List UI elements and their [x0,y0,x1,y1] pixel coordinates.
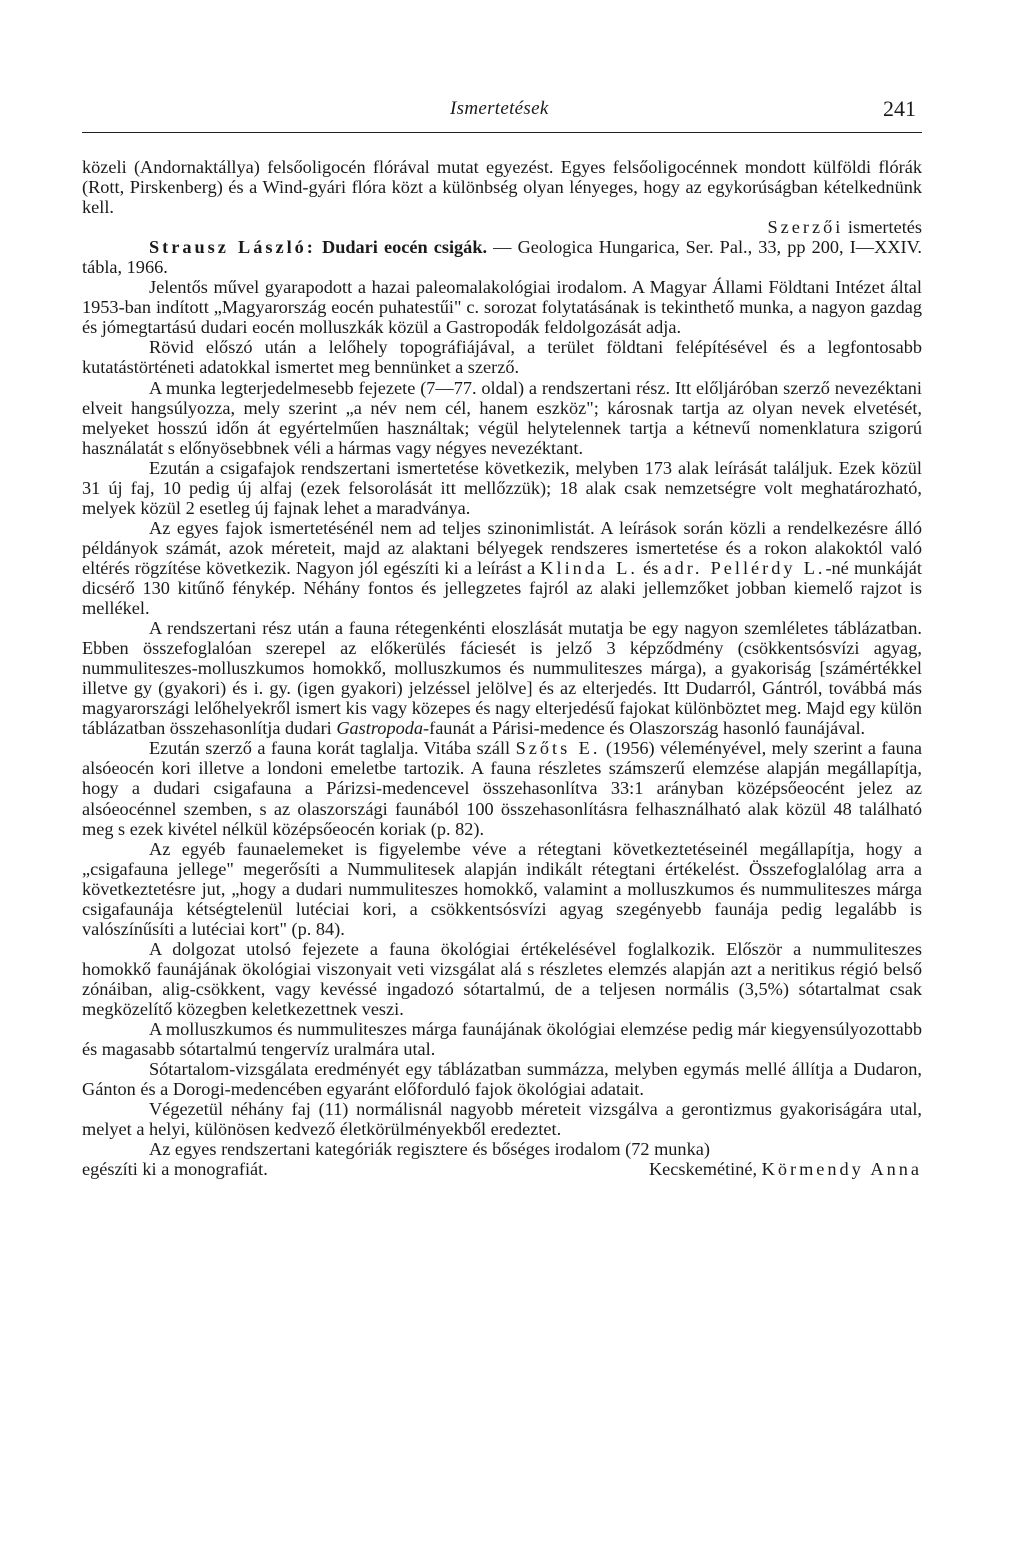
page-body [82,157,922,1179]
page-header [82,96,922,136]
signature-spaced: Szerzői [767,217,844,238]
review-paragraph [82,738,922,838]
review-paragraph: Végezetül néhány faj (11) normálisnál nagyobb méreteit vizsgálva a gerontizmus gyakoriságára utal, melyet a helyi, különösen kedvező életkörülményekből eredeztet. [82,1099,922,1140]
review-citation: — Geologica Hungarica, Ser. Pal., 33, pp 200, I—XXIV. tábla, 1966. [82,237,922,278]
review-closing-line [82,1159,922,1179]
review-paragraph: Rövid előszó után a lelőhely topográfiájával, a terület földtani felépítésével és a legfontosabb kutatástörténeti adatokkal ismertet meg bennünket a szerző. [82,337,922,378]
text-run: Az egyes fajok ismertetésénél nem ad teljes szinonimlistát. A leírások során közli a rendelkezésre álló példányok számát, azok méreteit, majd az alaktani bélyegek rendszeres ismertetése és a rokon alakoktól való eltérés rögzítése következik. Nagyon jól egészíti ki a leírást a [82,517,922,578]
review-paragraph [82,618,922,738]
page-number: 241 [883,96,916,121]
reviewer-name: Körmendy Anna [761,1159,922,1180]
review-paragraph: A dolgozat utolsó fejezete a fauna ökológiai értékelésével foglalkozik. Először a nummuliteszes homokkő faunájának ökológiai viszonyait veti vizsgálat alá s részletes elemzés alapján azt a neritikus régió belső zónáiban, alig-csökkent, vagy kevéssé ingadozó sótartalmú, de a teljesen normális (3,5%) sótartalmat csak megközelítő közegben keletkezettnek veszi. [82,938,922,1019]
text-run: -faunát a Párisi-medence és Olaszország hasonló faunájával. [423,718,866,739]
person-name: adr. Pellérdy L. [663,557,826,578]
review-last-paragraph: Az egyes rendszertani kategóriák regisztere és bőséges irodalom (72 munka) [149,1139,710,1160]
text-run: Ezután szerző a fauna korát taglalja. Vitába száll [149,738,516,759]
running-title: Ismertetések [450,98,549,119]
person-name: Szőts E. [515,738,601,759]
review-paragraph: Jelentős művel gyarapodott a hazai paleomalakológiai irodalom. A Magyar Állami Földtani Intézet által 1953-ban indított „Magyarország eocén puhatestűi" c. sorozat folytatásának is tekinthető munka, a nagyon gazdag és jómegtartású dudari eocén molluszkák közül a Gastropodák feldolgozását adja. [82,277,922,338]
continuation-paragraph: közeli (Andornaktállya) felsőoligocén flórával mutat egyezést. Egyes felsőoligocénnek mondott külföldi flórák (Rott, Pirskenberg) és a Wind-gyári flóra közt a különbség olyan lényeges, hogy az egykorúságban kételkednünk kell. [82,157,922,218]
closing-text: egészíti ki a monografiát. [82,1159,268,1180]
review-title: Dudari eocén csigák. [315,237,488,258]
review-paragraph: Az egyéb faunaelemeket is figyelembe véve a rétegtani következtetéseinél megállapítja, hogy a „csigafauna jellege" megerősíti a Nummulitesek alapján indikált rétegtani értékelést. Összefoglalólag arra a következtetésre jut, „hogy a dudari nummuliteszes homokkő, valamint a molluszkumos és nummuliteszes márga csigafaunája kétségtelenül lutéciai kori, a csökkentsósvízi agyag szegényebb faunája pedig legalább is valószínűsíti a lutéciai kort" (p. 84). [82,838,922,939]
review-entry-heading [82,237,922,277]
review-paragraph: Ezután a csigafajok rendszertani ismertetése következik, melyben 173 alak leírását találjuk. Ezek közül 31 új faj, 10 pedig új alfaj (ezek felsorolását itt mellőzzük); 18 alak csak nemzetségre volt meghatározható, melyek közül 2 esetleg új fajnak lehet a maradványa. [82,457,922,518]
text-run: és [637,557,664,578]
text-run: (1956) véleményével, mely szerint a fauna alsóeocén kori illetve a londoni emeletbe tartozik. A fauna részletes számszerű elemzése alapján megállapítja, hogy a dudari csigafauna a Párizsi-medencevel összehasonlítva 33:1 arányban középsőeocént jelez az alsóeocénnel szemben, s az olaszországi faunából 100 összehasonlításra felhasználható alak közül 48 található meg s ezek kivétel nélkül középsőeocén koriak (p. 82). [82,738,922,839]
reviewer-signature [649,1159,922,1179]
review-author: Strausz László: [149,237,316,258]
signature-rest: ismertetés [843,217,922,238]
review-paragraph [82,518,922,618]
text-run: A rendszertani rész után a fauna rétegenkénti eloszlását mutatja be egy nagyon szemléletes táblázatban. Ebben összefoglalóan szerepel az előkerülés fáciesét is jelző 3 képződmény (csökkentsósvízi agyag, nummuliteszes-molluszkumos homokkő, molluszkumos és nummuliteszes márga), a gyakoriság [számértékkel illetve gy (gyakori) és i. gy. (igen gyakori) jelzéssel jelölve] és az elterjedés. Itt Dudarról, Gántról, továbbá más magyarországi lelőhelyekről ismert kis vagy közepes és nagy elterjedésű fajokat különböztet meg. Majd egy külön táblázatban összehasonlítja dudari [82,618,922,739]
taxon-italic: Gastropoda [336,718,424,739]
review-paragraph: Sótartalom-vizsgálata eredményét egy táblázatban summázza, melyben egymás mellé állítja a Dudaron, Gánton és a Dorogi-medencében egyaránt előforduló fajok ökológiai adatait. [82,1059,922,1100]
continuation-signature [82,217,922,237]
reviewer-prefix: Kecskemétiné, [648,1159,762,1180]
header-rule [82,132,922,133]
review-paragraph: A molluszkumos és nummuliteszes márga faunájának ökológiai elemzése pedig már kiegyensúlyozottabb és magasabb sótartalmú tengervíz uralmára utal. [82,1019,922,1060]
text-run: -né munkáját dicsérő 130 kitűnő fénykép. Néhány fontos és jellegzetes fajról az alaki jellemzőket jobban kiemelő rajzot is mellékel. [82,557,922,619]
review-paragraph: A munka legterjedelmesebb fejezete (7—77. oldal) a rendszertani rész. Itt előljáróban szerző nevezéktani elveit hangsúlyozza, mely szerint „a név nem cél, hanem eszköz"; károsnak tartja az olyan nevek elvetését, melyeket hosszú időn át egyértelműen használtak; végül helytelennek tartja a kétnevű nomenklatura szigorú használatát s előnyösebbnek véli a hármas vagy négyes nevezéktant. [82,377,922,458]
person-name: Klinda L. [540,557,638,578]
